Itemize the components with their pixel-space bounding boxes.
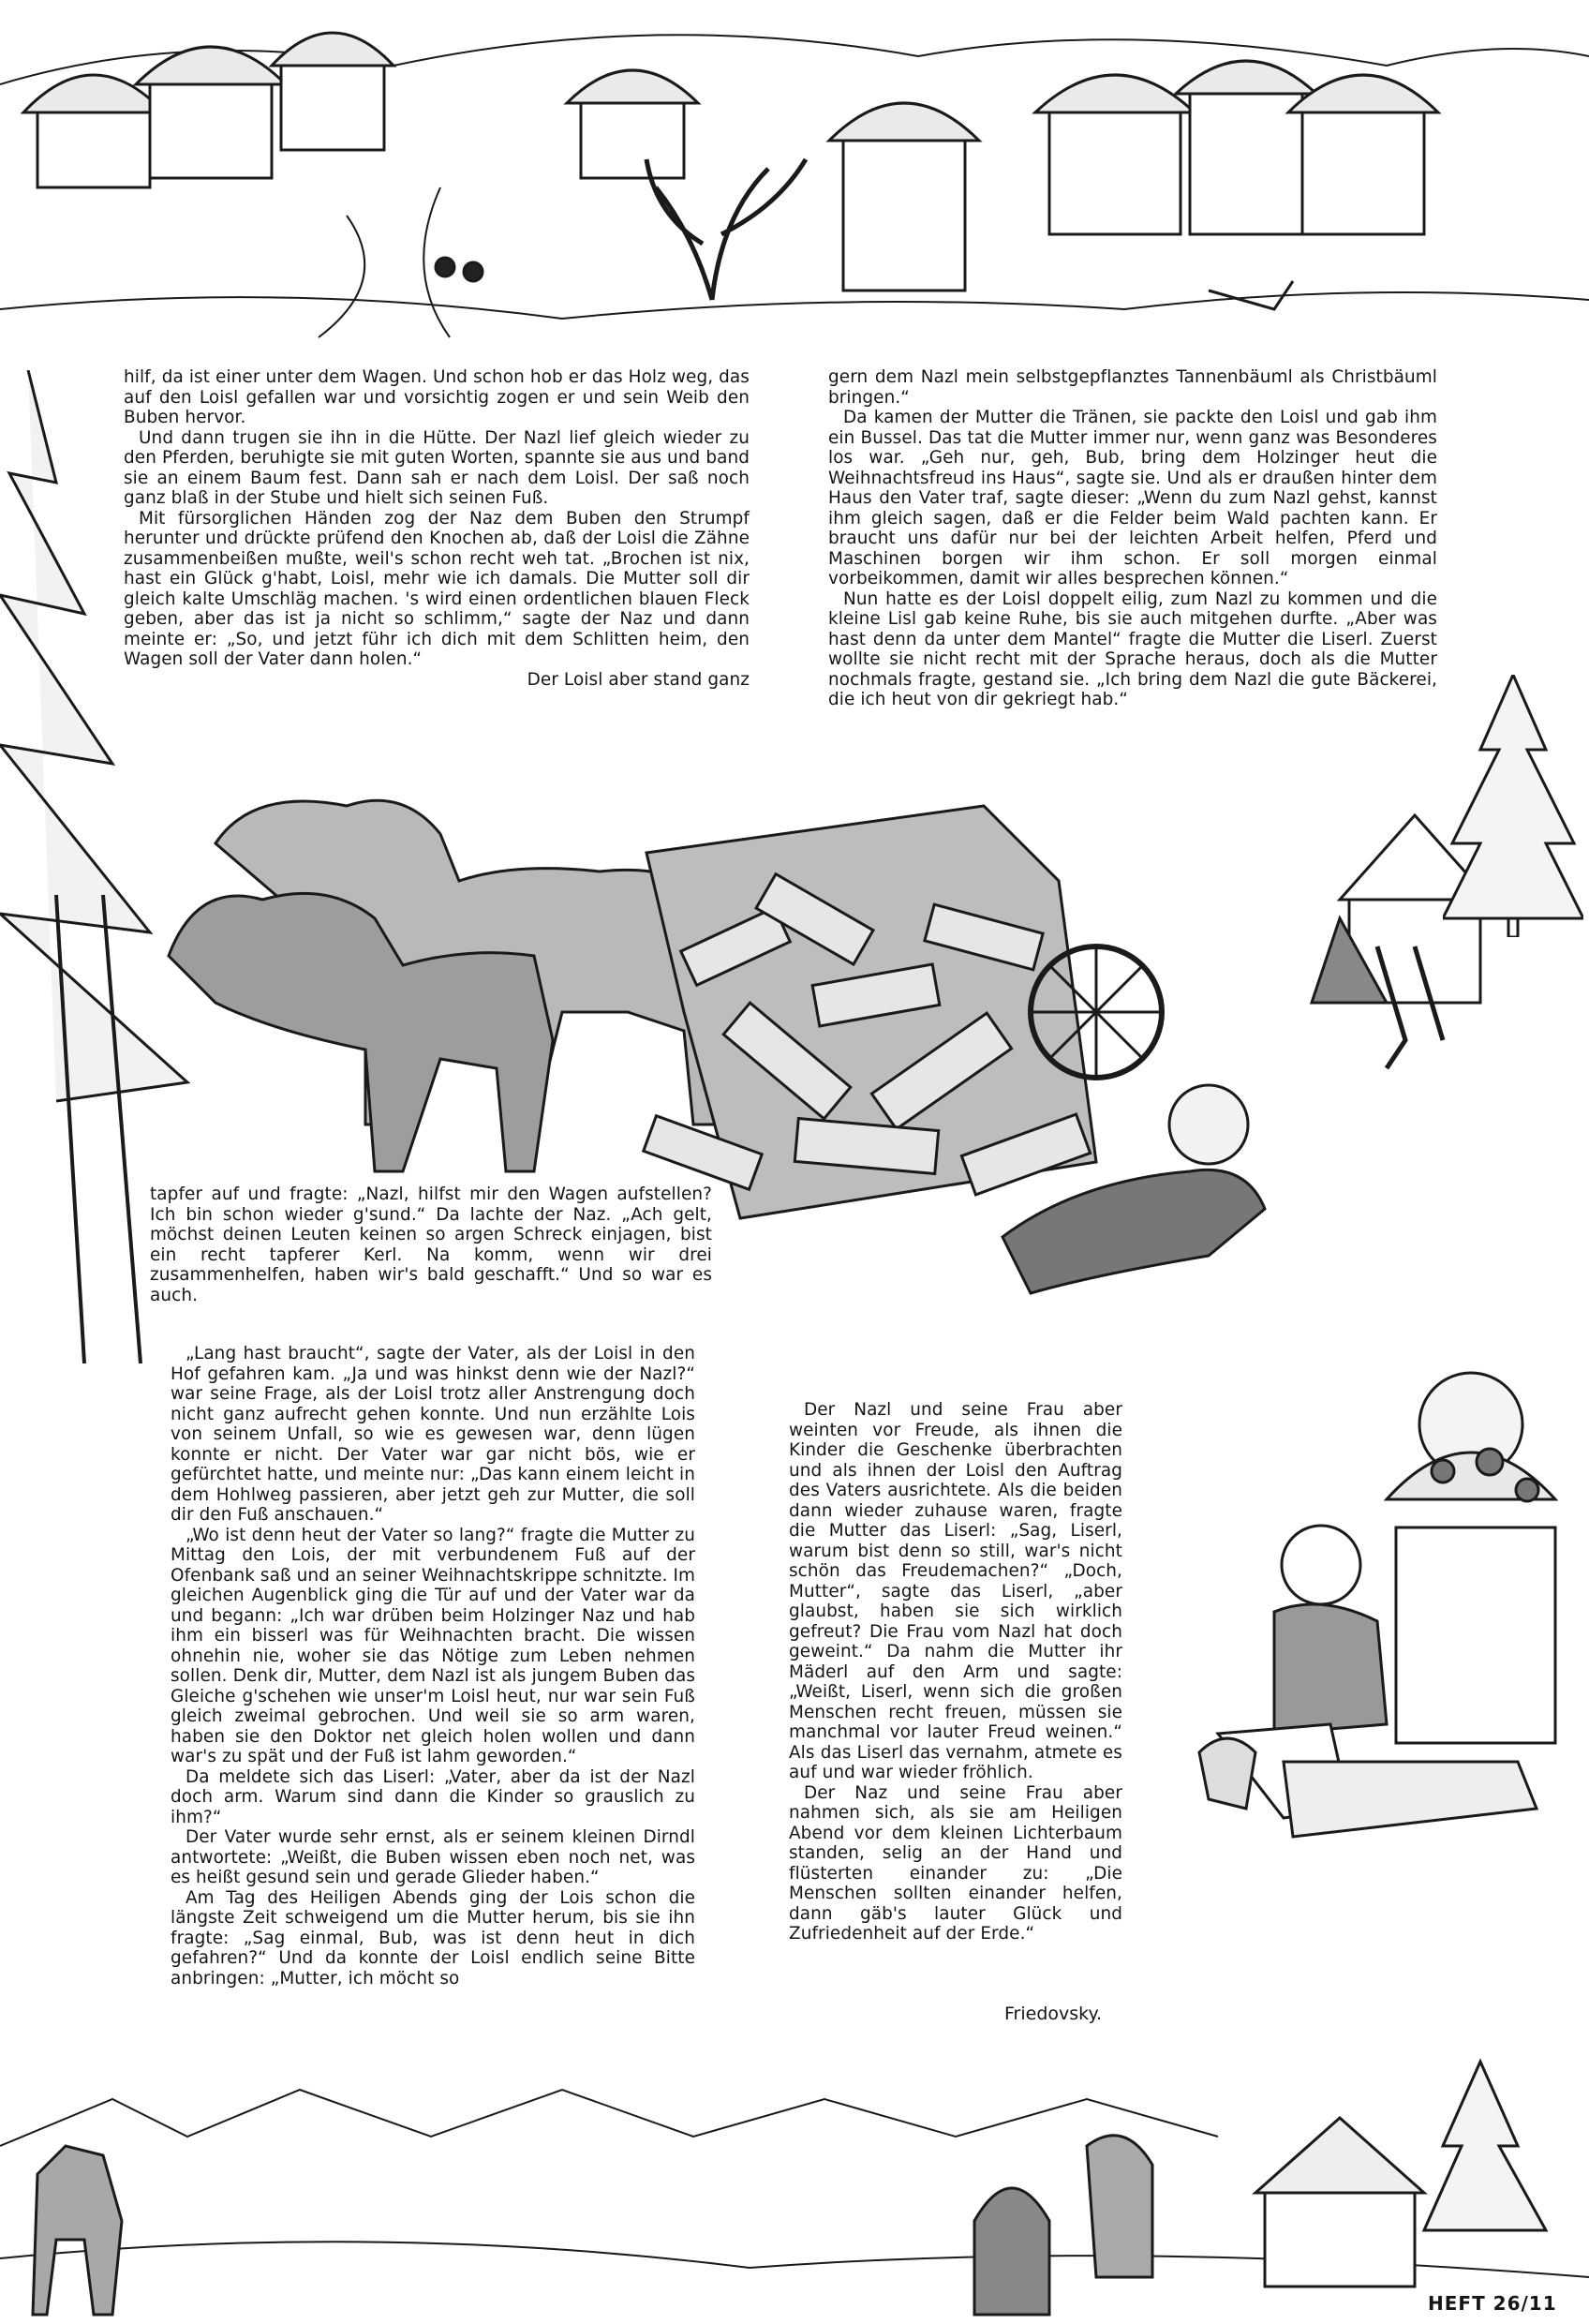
- author-signature: Friedovsky.: [1004, 2004, 1103, 2024]
- column-2-paragraph: Da kamen der Mutter die Tränen, sie packte den Loisl und gab ihm ein Bussel. Das tat die Mutter immer nur, wenn ganz was Besonderes los war. „Geh nur, geh, Bub, bring dem Holzinger heut die Weihnachtsfreud ins Haus“, sagte sie. Und als er draußen hinter dem Haus den Vater traf, sagte dieser: „Wenn du zum Nazl gehst, kannst ihm gleich sagen, daß er die Felder beim Wald pachten kann. Er braucht uns dafür nur bei der leichten Arbeit helfen, Pferd und Maschinen borgen wir ihm schon. Er soll morgen einmal vorbeikommen, damit wir alles besprechen können.“: [828, 408, 1437, 588]
- right-pine-tree-illustration: [1443, 675, 1583, 937]
- boy-carving-illustration: [1162, 1368, 1565, 1893]
- column-3-continued: [171, 1344, 695, 1989]
- column-3-paragraph: Am Tag des Heiligen Abends ging der Lois schon die längste Zeit schweigend um die Mutter herum, bis sie ihn fragte: „Sag einmal, Bub, was ist denn heut in dich gefahren?“ Und da konnte der Loisl endlich seine Bitte anbringen: „Mutter, ich möcht so: [171, 1887, 695, 1989]
- column-3-paragraph: „Lang hast braucht“, sagte der Vater, als der Loisl in den Hof gefahren kam. „Ja und was hinkst denn wie der Nazl?“ war seine Frage, als der Loisl trotz aller Anstrengung doch nicht ganz aufrecht gehen konnte. Und nun erzählte Lois von seinem Unfall, so wie es gewesen war, denn lügen konnte er nicht. Der Vater war gar nicht bös, wie er gefürchtet hatte, und meinte nur: „Das kann einem leicht in dem Hohlweg passieren, aber jetzt geh zur Mutter, die soll dir den Fuß anschauen.“: [171, 1344, 695, 1525]
- issue-number: HEFT 26/11: [1428, 2292, 1557, 2315]
- column-1-paragraph: hilf, da ist einer unter dem Wagen. Und schon hob er das Holz weg, das auf den Loisl gefallen war und vorsichtig zogen er und sein Weib den Buben hervor.: [124, 367, 750, 427]
- column-4-paragraph: Der Naz und seine Frau aber nahmen sich, als sie am Heiligen Abend vor dem kleinen Lichterbaum standen, selig an der Hand und flüsterten einander zu: „Die Menschen sollten einander helfen, dann gäb's lauter Glück und Zufriedenheit auf der Erde.“: [789, 1782, 1122, 1944]
- column-3: [150, 1184, 712, 1305]
- column-2-paragraph: gern dem Nazl mein selbstgepflanztes Tannenbäuml als Christbäuml bringen.“: [828, 367, 1437, 408]
- column-1: [124, 367, 750, 690]
- column-2-paragraph: Nun hatte es der Loisl doppelt eilig, zum Nazl zu kommen und die kleine Lisl gab keine Ruhe, bis sie auch mitgehen durfte. „Aber was hast denn da unter dem Mantel“ fragte die Mutter die Liserl. Zuerst wollte sie nicht recht mit der Sprache heraus, doch als die Mutter nochmals fragte, gestand sie. „Ich bring dem Nazl die gute Bäckerei, die ich heut von dir gekriegt hab.“: [828, 588, 1437, 709]
- column-4-paragraph: Der Nazl und seine Frau aber weinten vor Freude, als ihnen die Kinder die Geschenke überbrachten und als ihnen der Loisl den Auftrag des Vaters ausrichtete. Als die beiden dann wieder zuhause waren, fragte die Mutter das Liserl: „Sag, Liserl, warum bist denn so still, war's nicht schön das Freudemachen?“ „Doch, Mutter“, sagte das Liserl, „aber glaubst, haben sie sich wirklich gefreut? Die Frau vom Nazl hat doch geweint.“ Da nahm die Mutter ihr Mäderl auf den Arm und sagte: „Weißt, Liserl, wenn sich die großen Menschen recht freuen, müssen sie manchmal vor lauter Freud weinen.“ Als das Liserl das vernahm, atmete es auf und war wieder fröhlich.: [789, 1400, 1122, 1782]
- village-illustration: [0, 0, 1589, 347]
- column-3-paragraph: „Wo ist denn heut der Vater so lang?“ fragte die Mutter zu Mittag den Lois, der mit verbundenem Fuß auf der Ofenbank saß und an seiner Weihnachtskrippe schnitzte. Im gleichen Augenblick ging die Tür auf und der Vater war da und begann: „Ich war drüben beim Holzinger Naz und hab ihm ein bisserl was für Weihnachten bracht. Die wissen ohnehin nie, woher sie das Nötige zum Leben nehmen sollen. Denk dir, Mutter, dem Nazl ist als jungem Buben das Gleiche g'schehen wie unser'm Loisl heut, nur war sein Fuß gleich zweimal gebrochen. Und weil sie so arm waren, haben sie den Doktor net gleich holen wollen und dann war's zu spät und der Fuß ist lahm geworden.“: [171, 1525, 696, 1766]
- winter-landscape-illustration: [0, 2034, 1589, 2324]
- column-3-paragraph: Der Vater wurde sehr ernst, als er seinem kleinen Dirndl antwortete: „Weißt, die Buben wissen eben noch net, was es heißt gesund sein und gerade Glieder haben.“: [171, 1827, 695, 1887]
- column-3-paragraph: Da meldete sich das Liserl: „Vater, aber da ist der Nazl doch arm. Warum sind dann die Kinder so grauslich zu ihm?“: [171, 1766, 695, 1827]
- column-1-paragraph: Mit fürsorglichen Händen zog der Naz dem Buben den Strumpf herunter und drückte prüfend den Knochen ab, daß der Loisl die Zähne zusammenbeißen mußte, weil's schon recht weh tat. „Brochen ist nix, hast ein Glück g'habt, Loisl, mehr wie ich damals. Die Mutter soll dir gleich kalte Umschläg machen. 's wird einen ordentlichen blauen Fleck geben, aber das ist ja nicht so schlimm,“ sagte der Naz und dann meinte er: „So, und jetzt führ ich dich mit dem Schlitten heim, den Wagen soll der Vater dann holen.“: [124, 508, 750, 669]
- column-2: [828, 367, 1437, 710]
- column-4: [789, 1400, 1122, 1944]
- column-3-paragraph: tapfer auf und fragte: „Nazl, hilfst mir den Wagen aufstellen? Ich bin schon wieder g'sund.“ Da lachte der Naz. „Ach gelt, möchst deinen Leuten keinen so argen Schreck einjagen, bist ein recht tapferer Kerl. Na komm, wenn wir drei zusammenhelfen, haben wir's bald geschafft.“ Und so war es auch.: [150, 1184, 712, 1305]
- column-1-paragraph: Und dann trugen sie ihn in die Hütte. Der Nazl lief gleich wieder zu den Pferden, beruhigte sie mit guten Worten, spannte sie aus und band sie an einem Baum fest. Dann sah er nach dem Loisl. Der saß noch ganz blaß in der Stube und hielt sich seinen Fuß.: [124, 427, 750, 508]
- column-1-paragraph: Der Loisl aber stand ganz: [527, 669, 750, 690]
